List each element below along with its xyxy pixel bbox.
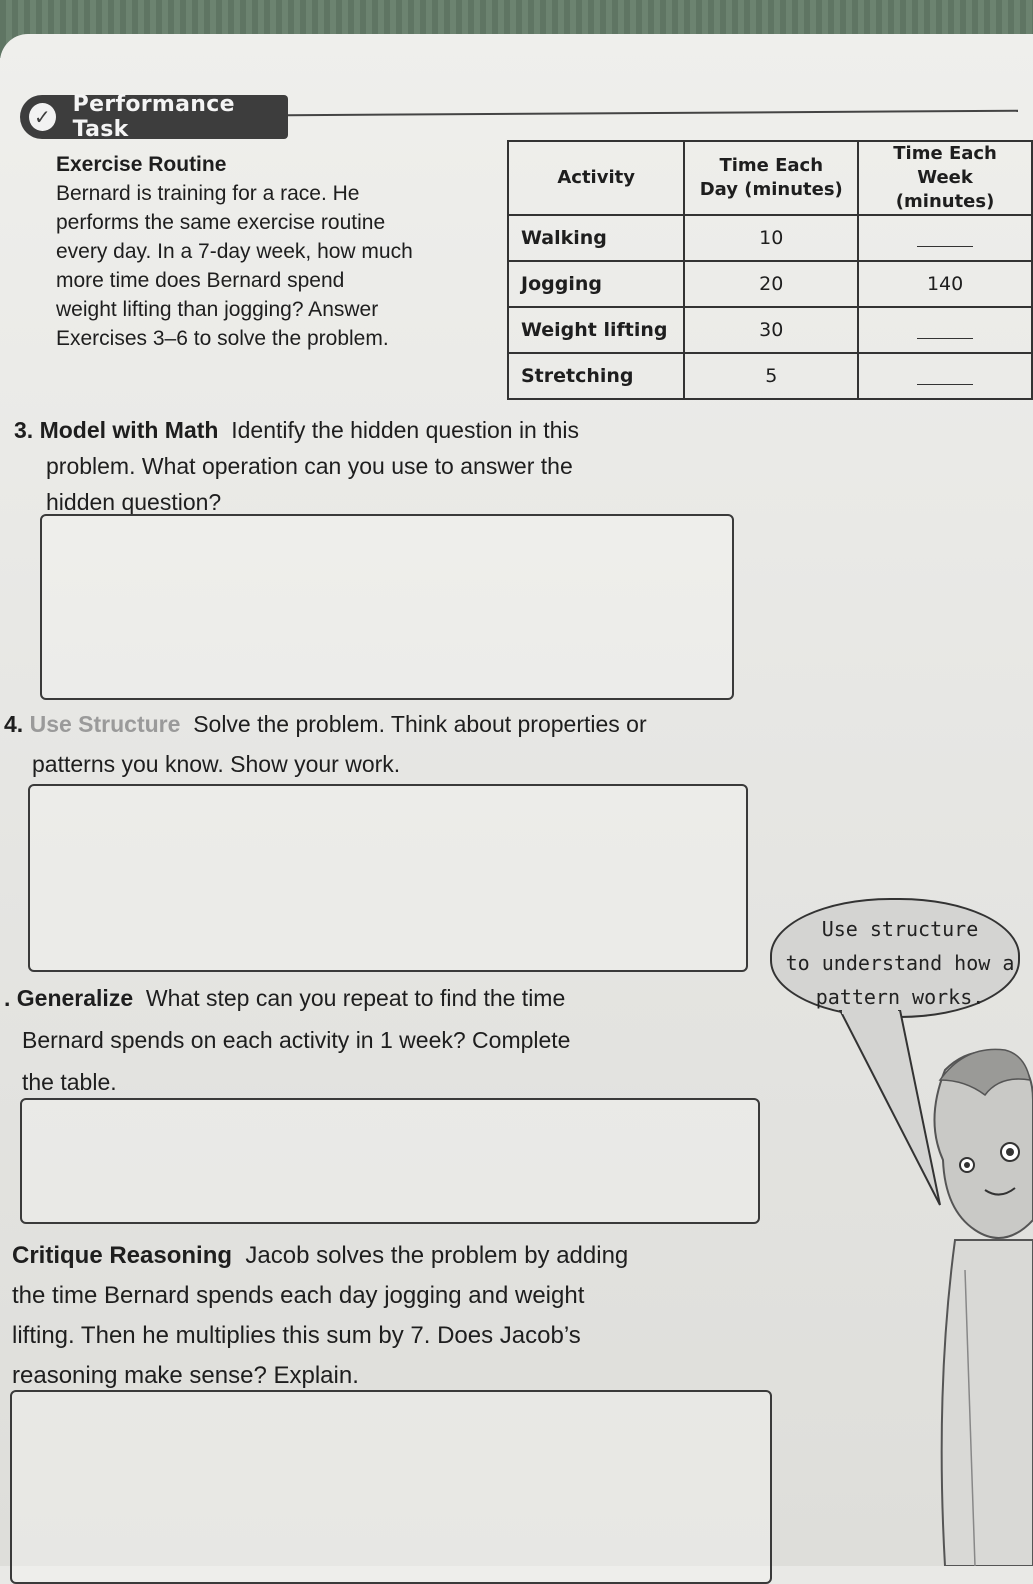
- question-4-label: Use Structure: [29, 711, 181, 737]
- table-row: [508, 215, 1032, 261]
- speech-bubble-text: [780, 912, 1020, 1014]
- intro-line: Exercises 3–6 to solve the problem.: [56, 327, 389, 350]
- intro-heading: Exercise Routine: [56, 153, 227, 176]
- question-number: 4.: [4, 711, 24, 737]
- intro-text: [56, 150, 486, 353]
- week-answer-blank[interactable]: [858, 307, 1032, 353]
- question-3-label: Model with Math: [39, 417, 219, 443]
- question-5-text: Bernard spends on each activity in 1 week? Complete: [22, 1027, 571, 1053]
- performance-task-banner: [20, 92, 288, 142]
- question-4-text: Solve the problem. Think about properties or: [193, 711, 647, 737]
- question-6-line: [12, 1236, 772, 1276]
- header-time-each-week: Time Each Week (minutes): [858, 141, 1032, 215]
- question-5-text: the table.: [22, 1069, 117, 1095]
- bubble-line: Use structure: [821, 917, 979, 941]
- question-4-line: [4, 706, 764, 742]
- question-6-text: the time Bernard spends each day jogging and weight: [12, 1282, 585, 1309]
- day-cell: 30: [684, 307, 858, 353]
- answer-box-3[interactable]: [40, 514, 734, 700]
- answer-box-5[interactable]: [20, 1098, 760, 1224]
- intro-line: every day. In a 7-day week, how much: [56, 240, 413, 263]
- question-6-label: Critique Reasoning: [12, 1242, 233, 1269]
- table-header-row: [508, 141, 1032, 215]
- day-cell: 5: [684, 353, 858, 399]
- activity-cell: Jogging: [508, 261, 684, 307]
- answer-box-6[interactable]: [10, 1390, 772, 1584]
- question-4: [4, 706, 764, 782]
- question-6-text: reasoning make sense? Explain.: [12, 1362, 359, 1389]
- boy-character-icon: [905, 1040, 1033, 1566]
- intro-line: more time does Bernard spend: [56, 269, 345, 292]
- week-answer-blank[interactable]: [858, 215, 1032, 261]
- question-6-text: lifting. Then he multiplies this sum by 7. Does Jacob’s: [12, 1322, 581, 1349]
- question-6-text: Jacob solves the problem by adding: [245, 1242, 629, 1269]
- answer-line: [917, 246, 973, 247]
- exercise-table: [507, 140, 1033, 400]
- question-3-text: problem. What operation can you use to answer the: [46, 453, 573, 479]
- question-5-text: What step can you repeat to find the time: [145, 985, 566, 1011]
- answer-box-4[interactable]: [28, 784, 748, 972]
- table-row: [508, 307, 1032, 353]
- day-cell: 10: [684, 215, 858, 261]
- question-3-text: hidden question?: [46, 489, 222, 515]
- day-cell: 20: [684, 261, 858, 307]
- question-3: [14, 412, 674, 520]
- question-6: [12, 1236, 772, 1396]
- activity-cell: Weight lifting: [508, 307, 684, 353]
- bubble-line: to understand how a: [785, 951, 1015, 975]
- question-3-text: Identify the hidden question in this: [231, 417, 580, 443]
- week-cell: 140: [858, 261, 1032, 307]
- table-row: [508, 353, 1032, 399]
- activity-cell: Walking: [508, 215, 684, 261]
- question-5-label: Generalize: [16, 985, 134, 1011]
- activity-cell: Stretching: [508, 353, 684, 399]
- intro-line: weight lifting than jogging? Answer: [56, 298, 379, 321]
- answer-line: [917, 384, 973, 385]
- question-5-line: [4, 980, 764, 1016]
- check-icon: ✓: [26, 100, 59, 134]
- question-number: .: [4, 985, 11, 1011]
- bubble-line: pattern works.: [815, 985, 985, 1009]
- intro-line: performs the same exercise routine: [56, 211, 386, 234]
- banner-title: Performance Task: [72, 92, 235, 142]
- header-activity: Activity: [508, 141, 684, 215]
- question-4-text: patterns you know. Show your work.: [32, 751, 401, 777]
- intro-line: Bernard is training for a race. He: [56, 182, 360, 205]
- question-5: [4, 980, 764, 1100]
- answer-line: [917, 338, 973, 339]
- table-row: [508, 261, 1032, 307]
- week-answer-blank[interactable]: [858, 353, 1032, 399]
- question-3-line: [14, 412, 674, 448]
- header-time-each-day: Time Each Day (minutes): [684, 141, 858, 215]
- question-number: 3.: [14, 417, 34, 443]
